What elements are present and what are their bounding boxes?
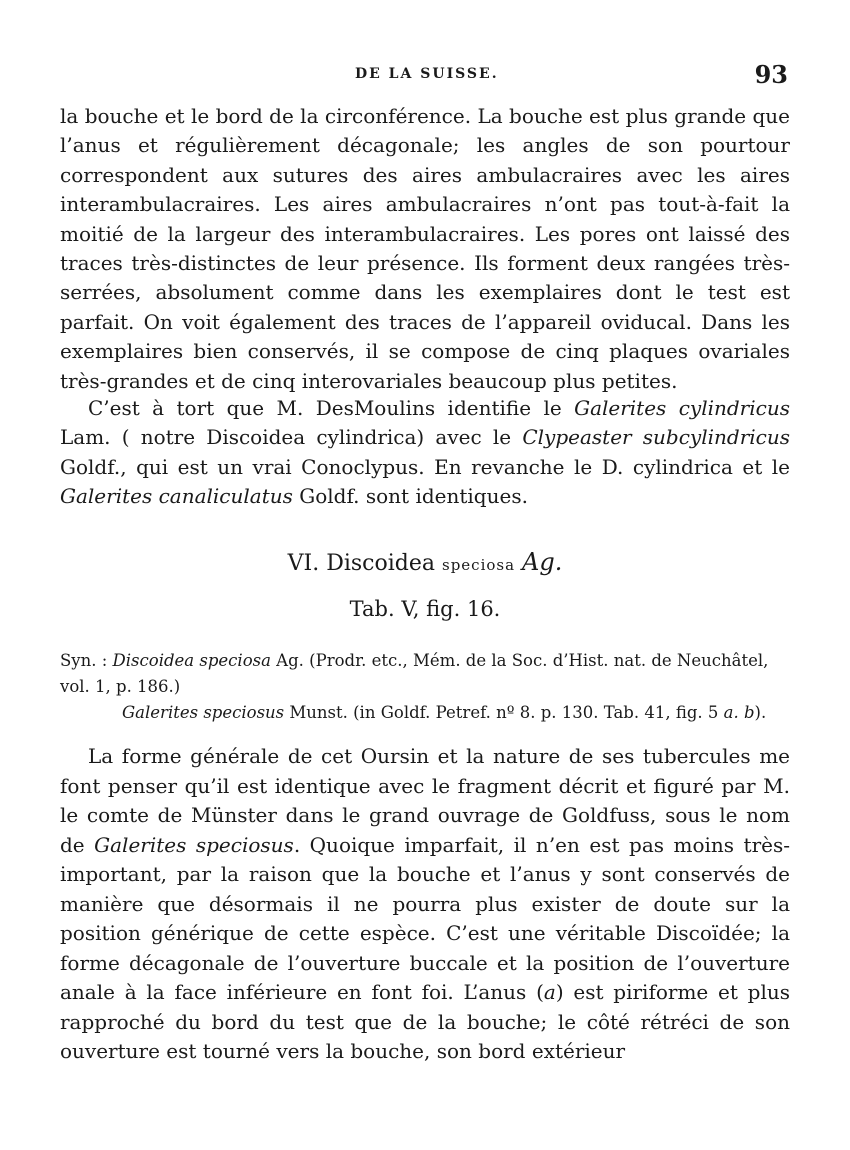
synonymy-text: ). — [754, 703, 767, 722]
taxon-name: Discoidea speciosa — [112, 651, 271, 670]
paragraph-text: ) est piriforme et plus rapproché du bord du test que de la bouche; le côté rétréci de son ouverture est tourné vers la bouche, son bord extérieur — [60, 980, 790, 1063]
paragraph-text: La forme générale de cet Oursin et la nature de ses tubercules me font penser qu’il est identique avec le fragment décrit et figuré par M. le comte de Münster dans le grand ouvrage de Goldfuss, sous le nom de — [60, 744, 790, 857]
taxon-name: Galerites canaliculatus — [60, 484, 293, 509]
species-name: speciosa — [442, 556, 516, 574]
synonymy-text: Munst. (in Goldf. Petref. nº 8. p. 130. Tab. 41, fig. 5 — [284, 703, 724, 722]
synonymy-line — [60, 648, 790, 700]
taxon-name: Galerites speciosus — [122, 703, 285, 722]
running-title: DE LA SUISSE. — [355, 66, 499, 82]
paragraph-continuation — [60, 102, 790, 396]
page-number: 93 — [754, 60, 788, 89]
synonymy-prefix: Syn. : — [60, 651, 113, 670]
taxon-name: Galerites speciosus — [94, 832, 294, 857]
taxon-name: Galerites cylindricus — [574, 396, 790, 420]
species-heading — [0, 548, 850, 576]
figure-letter: a — [543, 980, 556, 1004]
paragraph-description — [60, 742, 790, 1067]
paragraph-text: C’est à tort que M. DesMoulins identifie le — [88, 396, 575, 420]
figure-letters: a. b — [723, 703, 755, 722]
synonymy-line — [60, 700, 790, 726]
taxon-name: Clypeaster subcylindricus — [522, 425, 791, 450]
paragraph-text: Goldf., qui est un vrai Conoclypus. En revanche le D. cylindrica et le — [60, 454, 790, 479]
species-number: VI. — [287, 551, 320, 576]
paragraph-text: Lam. ( notre Discoidea cylindrica) avec le — [60, 425, 523, 450]
page-header — [0, 60, 850, 90]
plate-reference: Tab. V, fig. 16. — [349, 597, 501, 621]
paragraph-text: Goldf. sont identiques. — [292, 484, 528, 509]
paragraph-desmoulins — [60, 394, 790, 512]
genus-name: Discoidea — [326, 551, 435, 576]
synonymy-text: Ag. (Prodr. etc., Mém. de la Soc. d’Hist. nat. de Neuchâtel, vol. 1, p. 186.) — [60, 651, 769, 696]
synonymy-block — [60, 648, 790, 726]
species-author: Ag. — [522, 548, 563, 576]
paragraph-text: la bouche et le bord de la circonférence. La bouche est plus grande que l’anus et régulièrement décagonale; les angles de son pourtour correspondent aux sutures des aires ambulacraires avec les aires interambulacraires. Les aires ambulacraires n’ont pas tout-à-fait la moitié de la largeur des interambulacraires. Les pores ont laissé des traces très-distinctes de leur présence. Ils forment deux rangées très-serrées, absolument comme dans les exemplaires dont le test est parfait. On voit également des traces de l’appareil oviducal. Dans les exemplaires bien conservés, il se compose de cinq plaques ovariales très-grandes et de cinq interovariales beaucoup plus petites. — [60, 104, 790, 393]
paragraph-text: . Quoique imparfait, il n’en est pas moins très-important, par la raison que la bouche et l’anus y sont conservés de manière que désormais il ne pourra plus exister de doute sur la position générique de cette espèce. C’est une véritable Discoïdée; la forme décagonale de l’ouverture buccale et la position de l’ouverture anale à la face inférieure en font foi. L’anus ( — [60, 832, 790, 1004]
